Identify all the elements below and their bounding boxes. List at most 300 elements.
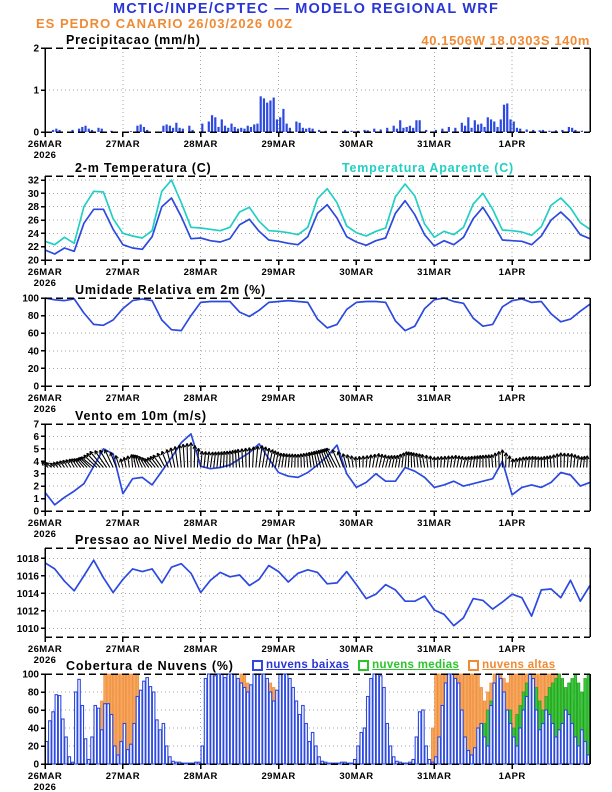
cloud-bar [94, 706, 97, 765]
precip-bar [214, 117, 216, 132]
x-tick-label: 29MAR [261, 518, 296, 529]
wind-arrow-icon [233, 450, 234, 467]
cloud-bar [522, 710, 525, 764]
cloud-bar [117, 755, 120, 764]
precip-bar [240, 128, 242, 132]
cloud-bar [425, 746, 428, 764]
precip-bar [477, 124, 479, 132]
cloud-bar [266, 679, 269, 765]
cloud-bar [100, 730, 103, 764]
cloud-bar [363, 728, 366, 764]
precip-bar [415, 120, 417, 132]
x-tick-label: 26MAR [27, 393, 63, 404]
cloud-bar [464, 737, 467, 764]
cloud-bar [535, 710, 538, 764]
year-label: 2026 [33, 150, 57, 161]
cloud-bar [383, 688, 386, 765]
cloud-bar [250, 685, 253, 764]
cloud-bar [418, 712, 421, 764]
cloud-bar [126, 750, 129, 764]
cloud-bar [149, 687, 152, 764]
cloud-bar [217, 674, 220, 764]
precip-bar [97, 128, 99, 132]
year-label: 2026 [33, 404, 57, 415]
precip-bar [266, 103, 268, 132]
nuvens-medias-label: nuvens medias [372, 659, 460, 671]
x-tick-label: 1APR [498, 393, 526, 404]
wind-arrowhead-icon [266, 447, 267, 451]
y-tick-label: 40 [27, 723, 39, 735]
x-tick-label: 28MAR [183, 393, 218, 404]
precip-bar [483, 127, 485, 132]
cloud-bar [285, 674, 288, 764]
cloud-bar [509, 724, 512, 765]
y-tick-label: 80 [27, 311, 39, 323]
cloud-bar [516, 746, 519, 764]
cloud-bar [49, 721, 52, 764]
y-tick-label: 20 [27, 741, 39, 753]
cloud-bar [532, 679, 535, 765]
cloud-bar [234, 674, 237, 764]
x-tick-label: 30MAR [339, 644, 374, 655]
nuvens-baixas-label: nuvens baixas [266, 659, 350, 671]
cloud-bar [311, 733, 314, 765]
cloud-bar [461, 710, 464, 764]
cloud-bar [357, 746, 360, 764]
precip-bar [286, 124, 288, 132]
x-tick-label: 1APR [498, 771, 526, 782]
cloud-bar [224, 678, 227, 764]
cloud-bar [389, 746, 392, 764]
precip-bar [448, 127, 450, 132]
precip-bar [224, 126, 226, 132]
precip-bar [503, 105, 505, 132]
cloud-bar [289, 679, 292, 765]
cloud-bar [120, 742, 123, 765]
x-tick-label: 29MAR [261, 139, 296, 150]
cloud-bar [451, 674, 454, 764]
cloud-bar [542, 724, 545, 765]
x-tick-label: 31MAR [417, 139, 452, 150]
x-tick-label: 29MAR [261, 771, 296, 782]
precipitation-title: Precipitacao (mm/h) [66, 33, 201, 47]
precip-bar [188, 126, 190, 132]
y-tick-label: 80 [27, 687, 39, 699]
cloud-bar [259, 674, 262, 764]
cloud-bar [551, 724, 554, 765]
mslp-plot [17, 548, 590, 666]
cloud-bar [441, 706, 444, 765]
x-tick-label: 27MAR [105, 139, 140, 150]
x-tick-label: 29MAR [261, 393, 296, 404]
precip-bar [500, 119, 502, 132]
cloud-bar [123, 724, 126, 765]
cloud-bar [568, 715, 571, 765]
precip-bar [299, 123, 301, 132]
cloud-bar [477, 728, 480, 764]
legend-item-nuvens-baixas [252, 659, 349, 671]
wind-arrow-icon [187, 443, 188, 467]
cloud-bar [577, 746, 580, 764]
cloud-bar [295, 701, 298, 764]
precip-bar [143, 127, 145, 132]
y-tick-label: 32 [27, 175, 39, 187]
cloud-bar [474, 748, 477, 764]
y-tick-label: 60 [27, 705, 39, 717]
cloud-bar [581, 730, 584, 764]
cloud-bar [58, 696, 61, 764]
precip-bar [506, 103, 508, 132]
x-tick-label: 30MAR [339, 393, 374, 404]
model-title: MCTIC/INPE/CPTEC — MODELO REGIONAL WRF [112, 1, 500, 17]
cloud-bar [146, 678, 149, 764]
x-tick-label: 1APR [498, 139, 526, 150]
cloud-bar [438, 737, 441, 764]
precip-bar [84, 126, 86, 132]
precip-bar [571, 128, 573, 132]
cloud-bar [253, 674, 256, 764]
nuvens-medias-swatch-icon [358, 660, 369, 671]
cloud-bar [256, 674, 259, 764]
y-tick-label: 1018 [16, 553, 39, 565]
cloud-bar [302, 706, 305, 765]
nuvens-altas-swatch-icon [468, 660, 479, 671]
cloud-bar [493, 683, 496, 764]
y-tick-label: 2 [33, 43, 39, 55]
cloud-bar [162, 724, 165, 765]
y-tick-label: 1016 [16, 571, 39, 583]
precip-bar [273, 98, 275, 132]
cloud-bar [457, 683, 460, 764]
x-tick-label: 27MAR [105, 518, 140, 529]
temperature-title: 2-m Temperatura (C) [75, 161, 212, 175]
nuvens-baixas-swatch-icon [252, 660, 263, 671]
cloud-bar [574, 737, 577, 764]
cloud-bar [500, 679, 503, 765]
x-tick-label: 31MAR [417, 267, 452, 278]
y-tick-label: 3 [33, 469, 39, 481]
cloud-bar [308, 742, 311, 765]
cloud-bar [587, 755, 590, 764]
cloud-bar [246, 692, 249, 764]
cloud-bar [75, 692, 78, 764]
cloud-bar [230, 674, 233, 764]
x-tick-label: 29MAR [261, 644, 296, 655]
cloud-bar [480, 724, 483, 765]
cloud-bar [584, 742, 587, 765]
wind-10m-plot [28, 420, 590, 541]
cloud-bar [587, 674, 590, 764]
cloud-bar [367, 697, 370, 765]
cloud-bar [55, 695, 58, 764]
cloud-bar [558, 730, 561, 764]
cloud-bar [130, 744, 133, 764]
cloud-bar [555, 737, 558, 764]
y-tick-label: 28 [27, 202, 39, 214]
cloud-cover-title: Cobertura de Nuvens (%) [66, 659, 234, 673]
x-tick-label: 27MAR [105, 771, 140, 782]
precip-bar [487, 117, 489, 132]
cloud-bar [91, 737, 94, 764]
cloud-bar [282, 674, 285, 764]
precip-bar [81, 127, 83, 132]
cloud-bar [104, 704, 107, 764]
cloud-bar [62, 719, 65, 764]
cloud-bar [78, 679, 81, 764]
cloud-bar [483, 737, 486, 764]
cloud-bar [529, 674, 532, 764]
cloud-bar [113, 746, 116, 764]
y-tick-label: 20 [27, 255, 39, 267]
cloud-bar [139, 690, 142, 764]
y-tick-label: 26 [27, 215, 39, 227]
wind-arrowhead-icon [375, 454, 376, 458]
cloud-bar [243, 688, 246, 765]
cloud-bar [117, 674, 120, 764]
precip-bar [470, 128, 472, 132]
wind-arrowhead-icon [269, 448, 270, 452]
precip-bar [279, 117, 281, 132]
x-tick-label: 26MAR [27, 771, 63, 782]
precip-bar [295, 122, 297, 133]
y-tick-label: 100 [22, 293, 39, 305]
x-tick-label: 26MAR [27, 139, 63, 150]
x-tick-label: 1APR [498, 267, 526, 278]
precip-bar [140, 124, 142, 132]
precip-bar [221, 119, 223, 132]
cloud-bar [370, 679, 373, 765]
cloud-bar [435, 674, 438, 764]
cloud-bar [97, 708, 100, 764]
precip-bar [52, 130, 54, 132]
precip-bar [568, 127, 570, 132]
legend-item-nuvens-altas [468, 659, 555, 671]
precip-bar [269, 101, 271, 133]
precip-bar [490, 119, 492, 132]
x-tick-label: 30MAR [339, 139, 374, 150]
cloud-bar [201, 746, 204, 764]
x-tick-label: 27MAR [105, 267, 140, 278]
humidity-title: Umidade Relativa em 2m (%) [75, 283, 266, 297]
series-line [45, 298, 590, 331]
y-tick-label: 1 [33, 85, 39, 97]
x-tick-label: 26MAR [27, 518, 63, 529]
cloud-bar [548, 715, 551, 765]
cloud-bar [279, 674, 282, 764]
cloud-bar [143, 681, 146, 764]
y-tick-label: 1010 [16, 623, 39, 635]
y-tick-label: 22 [27, 242, 39, 254]
cloud-bar [435, 757, 438, 764]
x-tick-label: 1APR [498, 518, 526, 529]
precip-bar [282, 109, 284, 132]
precip-bar [516, 128, 518, 132]
y-tick-label: 100 [22, 669, 39, 681]
cloud-bar [276, 690, 279, 764]
cloud-bar [107, 704, 110, 764]
precip-bar [217, 127, 219, 132]
y-tick-label: 2 [33, 481, 39, 493]
x-tick-label: 31MAR [417, 644, 452, 655]
x-tick-label: 26MAR [27, 644, 63, 655]
cloud-bar [538, 730, 541, 764]
nuvens-altas-label: nuvens altas [482, 659, 556, 671]
x-tick-label: 31MAR [417, 771, 452, 782]
y-tick-label: 0 [33, 381, 39, 393]
precip-bar [393, 126, 395, 132]
cloud-bar [240, 683, 243, 764]
cloud-bar [467, 751, 470, 765]
temperature-2m-plot [28, 176, 590, 290]
precip-bar [318, 130, 320, 132]
cloud-bar [503, 692, 506, 764]
cloud-bar [448, 674, 451, 764]
cloud-bar [470, 674, 473, 764]
cloud-bar [156, 720, 159, 764]
precip-bar [496, 127, 498, 132]
cloud-bar [185, 763, 188, 764]
y-tick-label: 1012 [16, 606, 39, 618]
y-tick-label: 0 [33, 506, 39, 518]
precip-bar [350, 131, 352, 132]
cloud-bar [487, 746, 490, 764]
cloud-bar [415, 737, 418, 764]
y-tick-label: 20 [27, 363, 39, 375]
cloud-bar [214, 676, 217, 764]
cloud-bar [386, 724, 389, 765]
wind-arrow-icon [197, 448, 198, 467]
precip-bar [166, 124, 168, 132]
x-tick-label: 27MAR [105, 393, 140, 404]
cloud-bar [379, 676, 382, 764]
cloud-bar [263, 674, 266, 764]
station-location: 40.1506W 18.0303S 140m [421, 33, 590, 48]
cloud-bar [444, 683, 447, 764]
x-tick-label: 28MAR [183, 518, 218, 529]
wind-arrowhead-icon [452, 456, 453, 460]
legend-item-nuvens-medias [358, 659, 459, 671]
cloud-bar [65, 737, 68, 764]
cloud-bar [305, 724, 308, 765]
wind-arrow-icon [223, 451, 224, 467]
cloud-bar [373, 674, 376, 764]
series-line [45, 434, 590, 505]
y-tick-label: 1014 [16, 588, 39, 600]
precip-bar [509, 119, 511, 132]
y-tick-label: 6 [33, 431, 39, 443]
cloud-bar [237, 679, 240, 765]
x-tick-label: 28MAR [183, 267, 218, 278]
cloud-bar [110, 715, 113, 765]
cloud-cover-plot [22, 670, 590, 792]
precip-bar [201, 124, 203, 132]
station-name: ES PEDRO CANARIO [36, 16, 184, 31]
cloud-bar [422, 710, 425, 764]
x-tick-label: 28MAR [183, 644, 218, 655]
cloud-bar [318, 757, 321, 764]
y-tick-label: 4 [33, 456, 39, 468]
wind-arrow-icon [194, 445, 195, 467]
precip-bar [409, 126, 411, 132]
y-tick-label: 60 [27, 328, 39, 340]
cloud-bar [470, 755, 473, 764]
cloud-bar [52, 712, 55, 764]
precip-bar [461, 123, 463, 132]
precip-bar [581, 131, 583, 132]
x-tick-label: 31MAR [417, 393, 452, 404]
cloud-bar [221, 674, 224, 764]
precip-bar [211, 115, 213, 132]
precip-bar [253, 124, 255, 132]
cloud-bar [159, 730, 162, 764]
y-tick-label: 24 [27, 228, 39, 240]
x-tick-label: 31MAR [417, 518, 452, 529]
precip-bar [464, 126, 466, 132]
precip-bar [234, 127, 236, 132]
x-tick-label: 28MAR [183, 771, 218, 782]
y-tick-label: 40 [27, 346, 39, 358]
y-tick-label: 0 [33, 127, 39, 139]
wind-arrow-icon [246, 448, 247, 467]
cloud-bar [272, 701, 275, 764]
cloud-bar [512, 737, 515, 764]
cloud-bar [431, 728, 434, 764]
cloud-bar [506, 710, 509, 764]
precip-bar [130, 131, 132, 132]
cloud-bar [496, 674, 499, 764]
year-label: 2026 [33, 655, 57, 666]
cloud-bar [204, 679, 207, 765]
precip-bar [169, 126, 171, 132]
cloud-bar [490, 706, 493, 765]
y-tick-label: 5 [33, 444, 39, 456]
cloud-bar [561, 724, 564, 765]
precip-bar [526, 129, 528, 132]
x-tick-label: 27MAR [105, 644, 140, 655]
relative-humidity-2m-plot [22, 294, 590, 416]
precip-bar [406, 127, 408, 132]
precip-bar [305, 129, 307, 132]
precip-bar [548, 131, 550, 132]
x-tick-label: 29MAR [261, 267, 296, 278]
apparent-temperature-title: Temperatura Aparente (C) [342, 161, 515, 175]
y-tick-label: 1 [33, 494, 39, 506]
precip-bar [260, 96, 262, 132]
precip-bar [175, 123, 177, 132]
precip-bar [162, 126, 164, 132]
precip-bar [208, 122, 210, 133]
cloud-bar [454, 679, 457, 765]
cloud-bar [564, 710, 567, 764]
cloud-bar [571, 724, 574, 765]
cloud-bar [376, 674, 379, 764]
cloud-bar [84, 739, 87, 764]
x-tick-label: 1APR [498, 644, 526, 655]
wind-title: Vento em 10m (m/s) [75, 409, 207, 423]
precip-bar [419, 120, 421, 132]
x-tick-label: 26MAR [27, 267, 63, 278]
x-tick-label: 28MAR [183, 139, 218, 150]
cloud-bar [169, 757, 172, 764]
precip-bar [276, 119, 278, 132]
cloud-bar [350, 763, 353, 764]
pressure-title: Pressao ao Nivel Medio do Mar (hPa) [75, 533, 322, 547]
precip-bar [250, 127, 252, 132]
precip-bar [474, 120, 476, 132]
year-label: 2026 [33, 782, 57, 792]
cloud-bar [328, 763, 331, 764]
cloud-bar [165, 746, 168, 764]
